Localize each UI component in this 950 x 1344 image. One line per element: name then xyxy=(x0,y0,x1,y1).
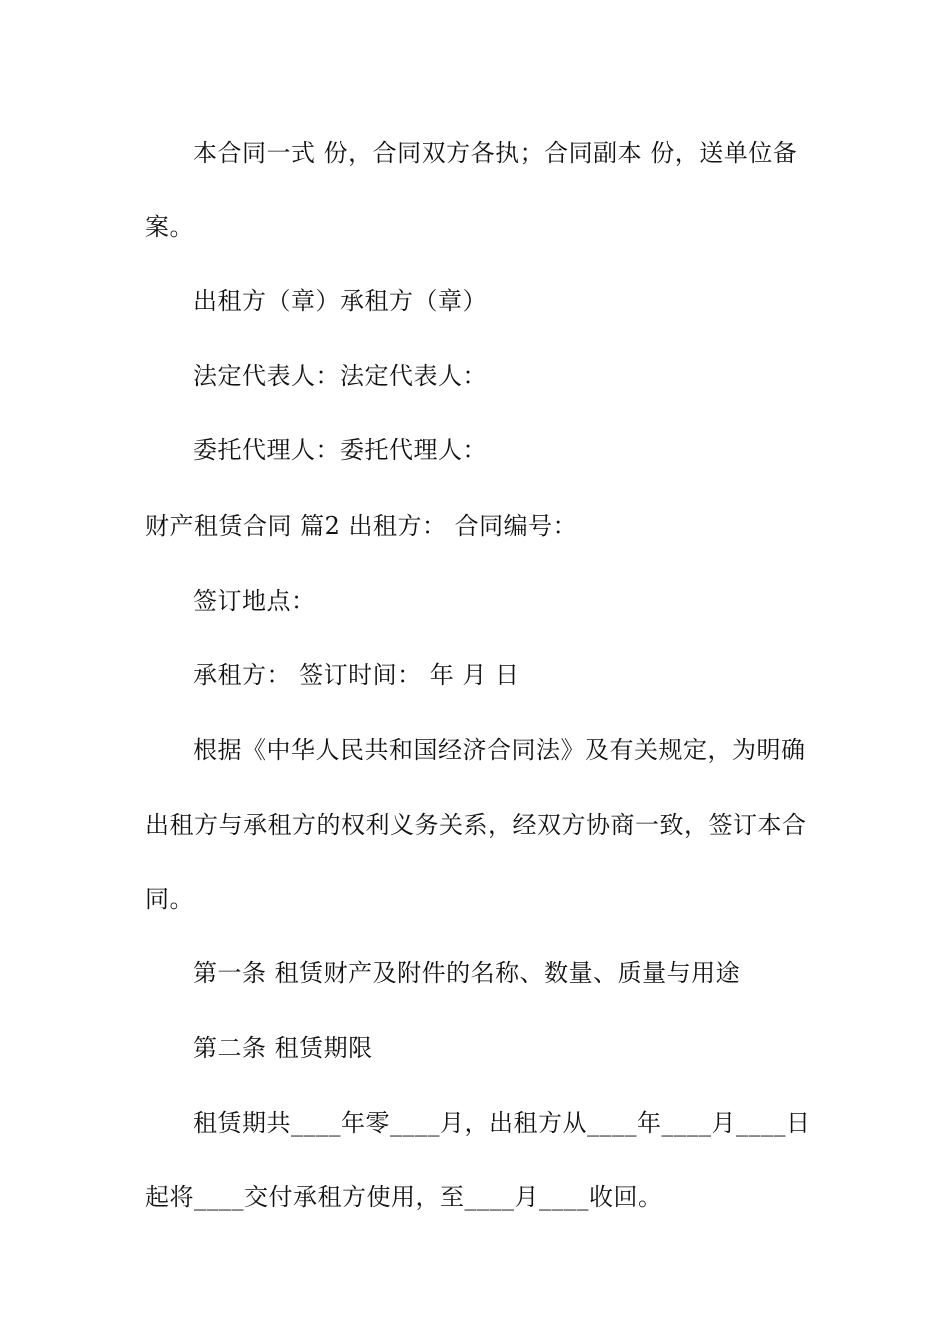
article-two: 第二条 租赁期限 xyxy=(193,1034,373,1062)
signature-legal-rep: 法定代表人：法定代表人： xyxy=(193,362,487,390)
article-one: 第一条 租赁财产及附件的名称、数量、质量与用途 xyxy=(193,959,741,987)
paragraph-basis-cont1: 出租方与承租方的权利义务关系，经双方协商一致，签订本合 xyxy=(145,811,807,839)
lessee-signing-time: 承租方： 签订时间： 年 月 日 xyxy=(193,661,520,689)
signature-lessor-lessee: 出租方（章）承租方（章） xyxy=(193,287,487,315)
paragraph-basis: 根据《中华人民共和国经济合同法》及有关规定，为明确 xyxy=(193,736,806,764)
signature-agent: 委托代理人：委托代理人： xyxy=(193,436,487,464)
lease-term-text: 租赁期共____年零____月，出租方从____年____月____日 xyxy=(193,1109,811,1137)
contract-heading: 财产租赁合同 篇2 出租方： 合同编号： xyxy=(145,512,578,540)
paragraph-copies: 本合同一式 份，合同双方各执；合同副本 份，送单位备 xyxy=(193,139,798,167)
signing-place: 签订地点： xyxy=(193,587,316,615)
lease-term-text-cont: 起将____交付承租方使用，至____月____收回。 xyxy=(145,1183,663,1211)
paragraph-copies-cont: 案。 xyxy=(145,213,194,241)
paragraph-basis-cont2: 同。 xyxy=(145,885,194,913)
